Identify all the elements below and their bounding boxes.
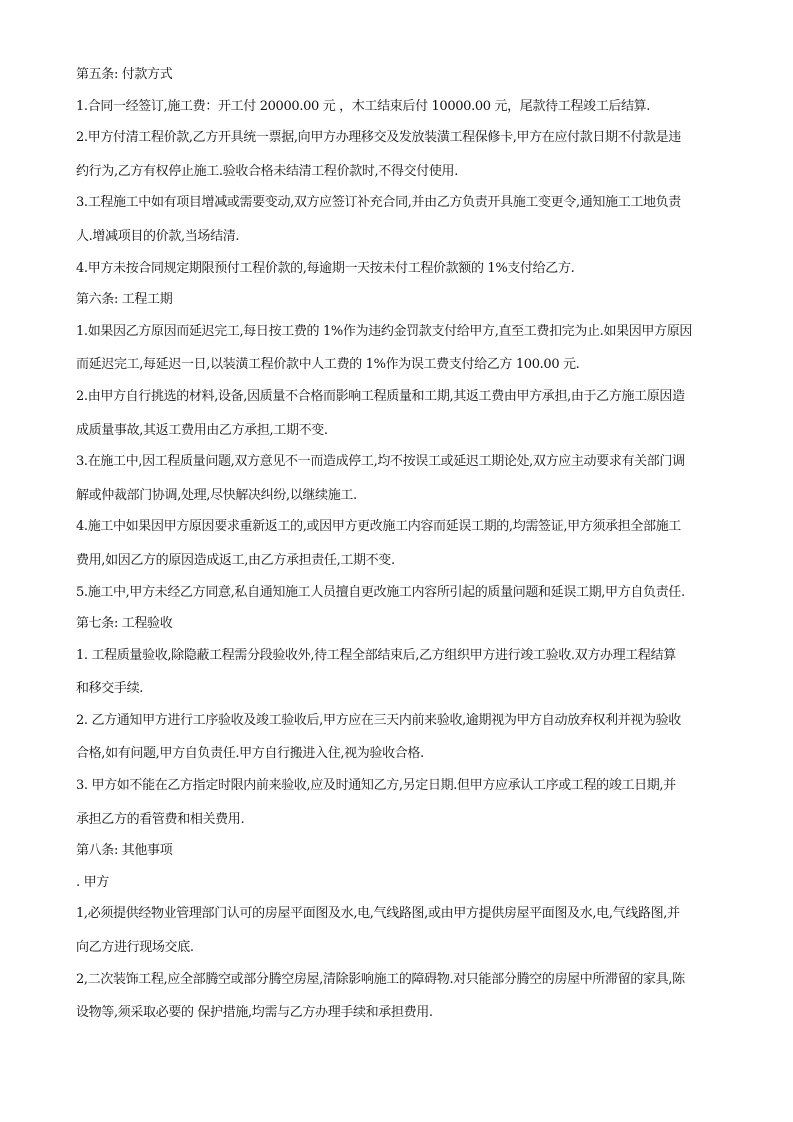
clause-line-first: 2,二次装饰工程,应全部腾空或部分腾空房屋,清除影响施工的障碍物.对只能部分腾空的房屋中所滞留的家具,陈 <box>76 971 685 987</box>
clause-line: . 甲方 <box>76 874 109 890</box>
clause-line: 1.合同一经签订,施工费：开工付 20000.00 元 ，木工结束后付 10000.00 元，尾款待工程竣工后结算. <box>76 98 651 114</box>
section-heading: 第五条: 付款方式 <box>76 67 173 82</box>
section-heading: 第七条: 工程验收 <box>76 616 173 632</box>
clause-line-first: 3.在施工中,因工程质量问题,双方意见不一而造成停工,均不按误工或延迟工期论处,双方应主动要求有关部门调 <box>76 454 685 470</box>
clause-line-first: 4.施工中如果因甲方原因要求重新返工的,或因甲方更改施工内容而延误工期的,均需签证,甲方须承担全部施工 <box>76 519 681 535</box>
clause-line-first: 2.由甲方自行挑选的材料,设备,因质量不合格而影响工程质量和工期,其返工费由甲方承担,由于乙方施工原因造 <box>76 388 685 404</box>
clause-line-continuation: 人.增减项目的价款,当场结清. <box>76 228 240 244</box>
clause-line-continuation: 费用,如因乙方的原因造成返工,由乙方承担责任,工期不变. <box>76 552 395 568</box>
clause-line-continuation: 和移交手续. <box>76 681 144 697</box>
clause-line-first: 1.如果因乙方原因而延迟完工,每日按工费的 1%作为违约金罚款支付给甲方,直至工费扣完为止.如果因甲方原因 <box>76 323 693 339</box>
clause-line-continuation: 而延迟完工,每延迟一日,以装潢工程价款中人工费的 1%作为误工费支付给乙方 100.00 元. <box>76 357 580 373</box>
section-heading: 第六条: 工程工期 <box>76 292 173 308</box>
section-heading: 第八条: 其他事项 <box>76 843 173 859</box>
clause-line-continuation: 设物等,须采取必要的 保护措施,均需与乙方办理手续和承担费用. <box>76 1005 433 1021</box>
clause-line-continuation: 成质量事故,其返工费用由乙方承担,工期不变. <box>76 422 328 438</box>
clause-line-first: 3. 甲方如不能在乙方指定时限内前来验收,应及时通知乙方,另定日期.但甲方应承认工序或工程的竣工日期,并 <box>76 778 676 794</box>
clause-line-first: 2.甲方付清工程价款,乙方开具统一票据,向甲方办理移交及发放装潢工程保修卡,甲方在应付款日期不付款是违 <box>76 130 681 146</box>
clause-line-continuation: 向乙方进行现场交底. <box>76 940 194 956</box>
clause-line-continuation: 合格,如有问题,甲方自负责任.甲方自行搬进入住,视为验收合格. <box>76 746 424 762</box>
clause-line-first: 1,必须提供经物业管理部门认可的房屋平面图及水,电,气线路图,或由甲方提供房屋平面图及水,电,气线路图,并 <box>76 906 680 922</box>
clause-line-continuation: 承担乙方的看管费和相关费用. <box>76 811 245 827</box>
clause-line-first: 2. 乙方通知甲方进行工序验收及竣工验收后,甲方应在三天内前来验收,逾期视为甲方自动放弃权利并视为验收 <box>76 712 681 728</box>
clause-line: 4.甲方未按合同规定期限预付工程价款的,每逾期一天按未付工程价款额的 1%支付给乙方. <box>76 260 575 276</box>
document-page <box>76 67 721 1037</box>
clause-line: 5.施工中,甲方未经乙方同意,私自通知施工人员擅自更改施工内容所引起的质量问题和延误工期,甲方自负责任. <box>76 584 685 600</box>
clause-line-first: 1. 工程质量验收,除隐蔽工程需分段验收外,待工程全部结束后,乙方组织甲方进行竣工验收.双方办理工程结算 <box>76 647 676 663</box>
clause-line-first: 3.工程施工中如有项目增减或需要变动,双方应签订补充合同,并由乙方负责开具施工变更令,通知施工工地负责 <box>76 195 681 211</box>
clause-line-continuation: 解或仲裁部门协调,处理,尽快解决纠纷,以继续施工. <box>76 487 357 503</box>
clause-line-continuation: 约行为,乙方有权停止施工.验收合格未结清工程价款时,不得交付使用. <box>76 163 458 179</box>
